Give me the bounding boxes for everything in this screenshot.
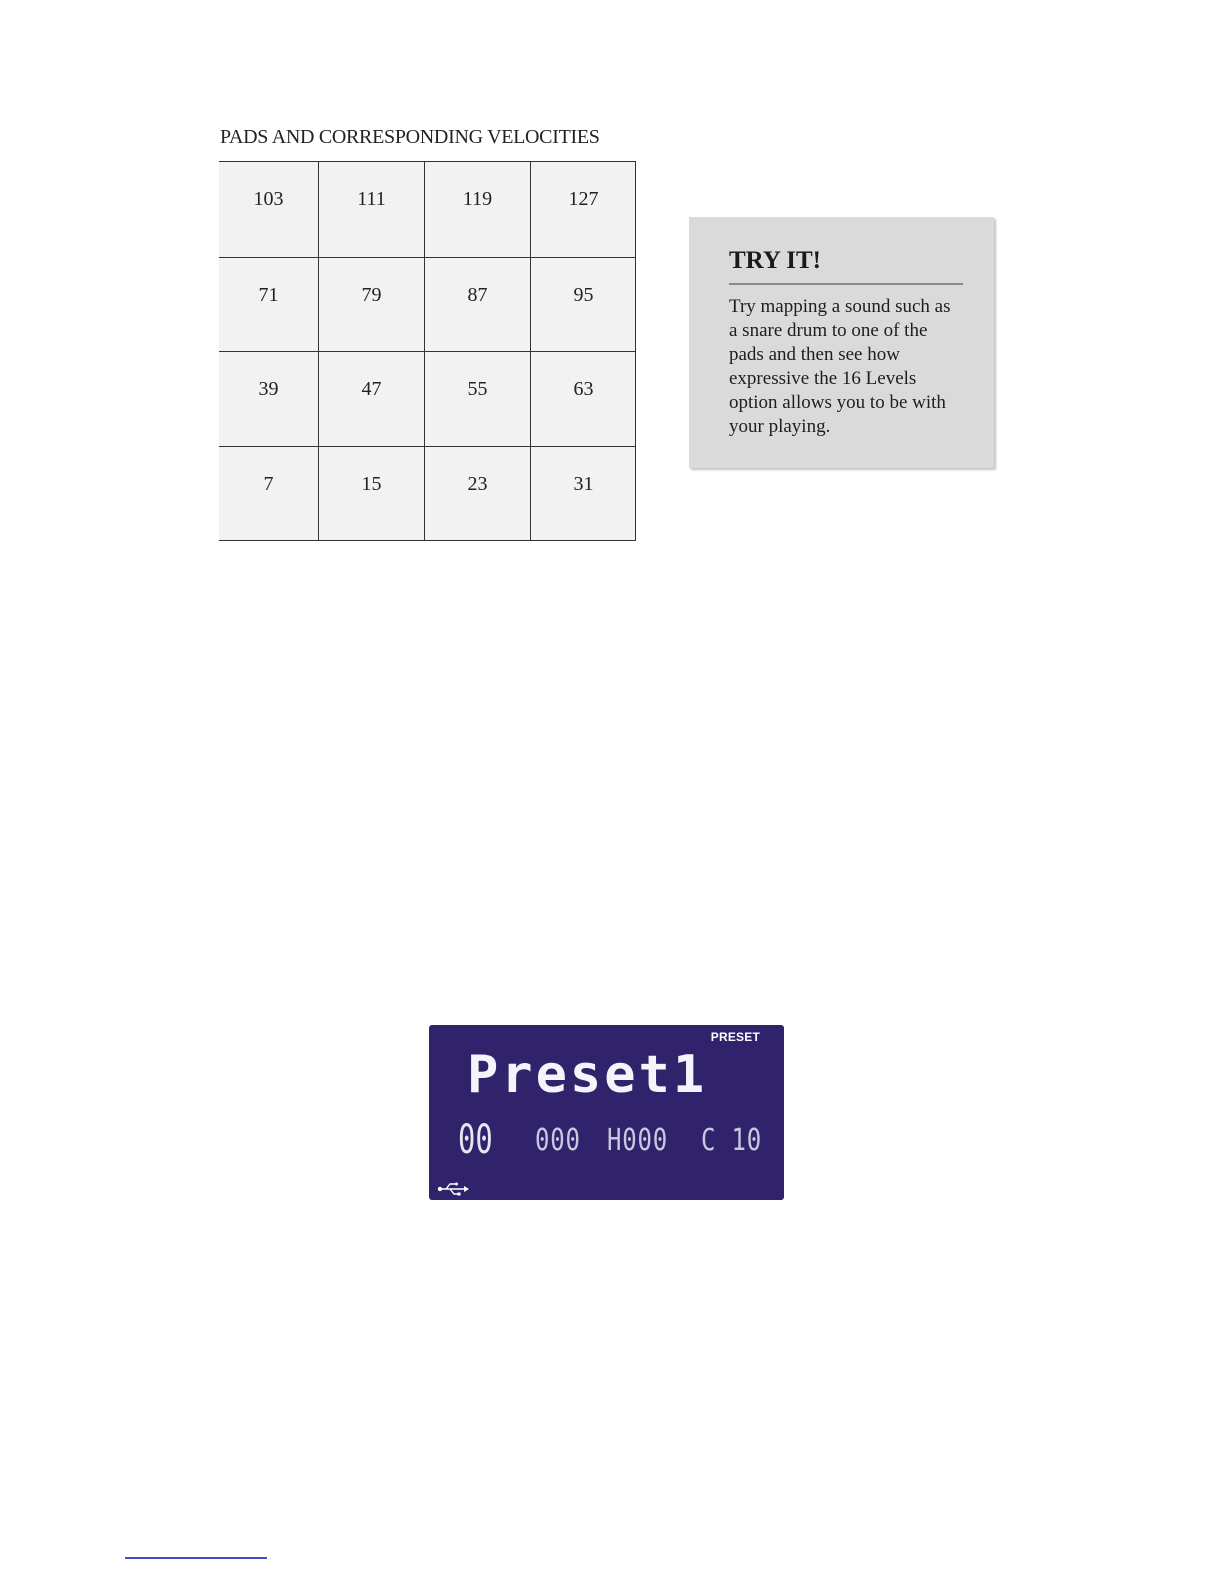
footnote-separator [125,1557,267,1559]
pad-velocity-cell: 63 [530,351,636,446]
try-it-title: TRY IT! [729,247,821,274]
lcd-preset-name: Preset1 [467,1045,708,1105]
pad-velocity-cell: 87 [424,257,530,351]
lcd-field-value: H000 [607,1123,668,1158]
pad-velocity-cell: 119 [424,162,530,257]
lcd-program-number: 00 [458,1117,493,1163]
lcd-field-value: 000 [535,1123,581,1158]
pad-velocity-cell: 47 [318,351,424,446]
pad-velocity-cell: 127 [530,162,636,257]
pad-velocity-cell: 31 [530,446,636,541]
pad-velocity-cell: 71 [219,257,318,351]
pad-velocity-cell: 103 [253,188,284,210]
pad-velocity-cell: 111 [318,162,424,257]
pad-velocity-cell: 23 [424,446,530,541]
try-it-body: Try mapping a sound such as a snare drum to one of the pads and then see how expressive the 16 Levels option allows you to be with your playing. [729,296,951,437]
usb-icon [437,1182,469,1196]
pad-velocity-cell: 79 [318,257,424,351]
table-caption: PADS AND CORRESPONDING VELOCITIES [220,126,600,148]
pad-velocity-cell: 7 [219,446,318,541]
lcd-field-value: C 10 [701,1123,762,1158]
lcd-display [429,1025,784,1200]
pad-velocity-cell: 55 [424,351,530,446]
pad-velocity-cell: 15 [318,446,424,541]
try-it-divider [729,283,963,285]
pad-velocity-cell: 95 [530,257,636,351]
pad-velocity-cell: 39 [219,351,318,446]
lcd-mode-label: PRESET [710,1030,760,1044]
try-it-box [689,217,994,468]
pad-velocity-grid [219,161,636,541]
